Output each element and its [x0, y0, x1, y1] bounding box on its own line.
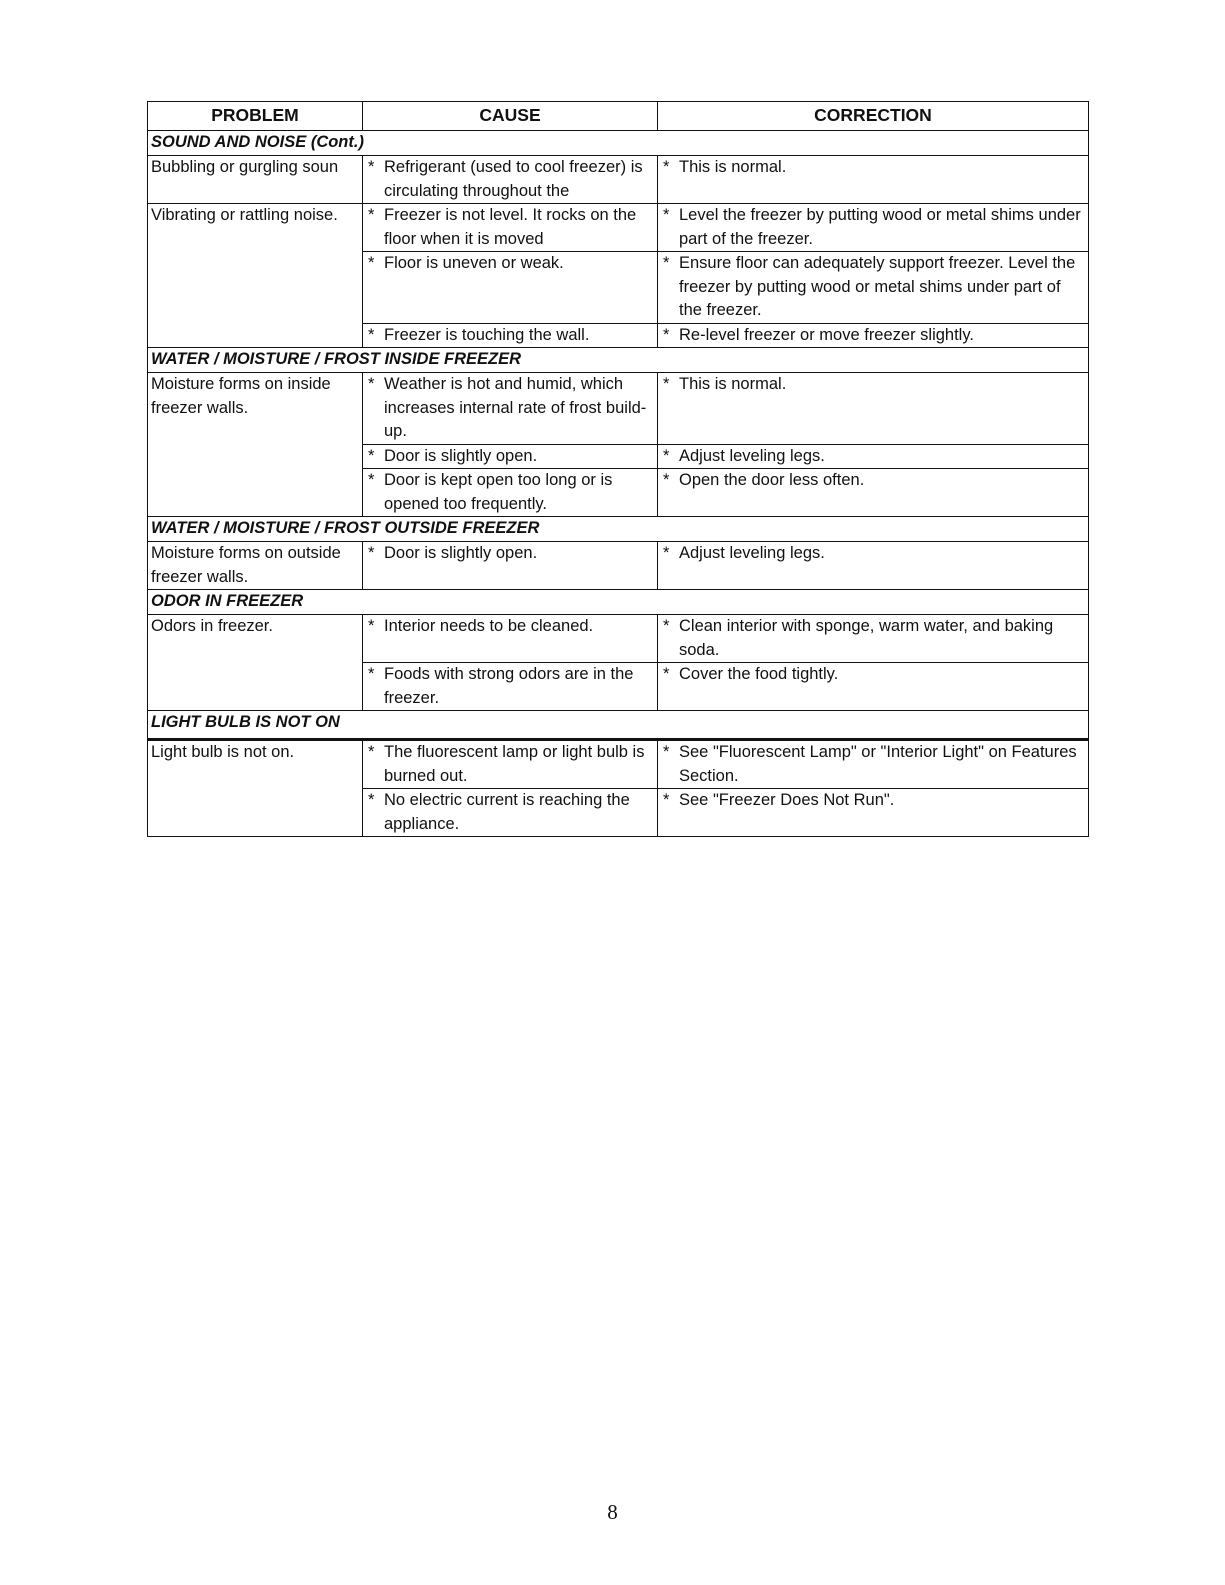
cause-text: The fluorescent lamp or light bulb is burned out. [384, 743, 645, 785]
cause-text: Weather is hot and humid, which increases internal rate of frost build-up. [384, 375, 647, 440]
table-row [148, 542, 1089, 590]
problem-header: PROBLEM [148, 102, 363, 131]
correction-cell [658, 663, 1089, 711]
section-row [148, 517, 1089, 542]
cause-cell [363, 156, 658, 204]
correction-text: See "Fluorescent Lamp" or "Interior Light" on Features Section. [679, 743, 1077, 785]
bullet: * [368, 375, 375, 393]
header-row [148, 102, 1089, 131]
bullet: * [368, 617, 375, 635]
bullet: * [663, 743, 670, 761]
bullet: * [663, 791, 670, 809]
section-title-outside: WATER / MOISTURE / FROST OUTSIDE FREEZER [148, 517, 1089, 542]
correction-text: Adjust leveling legs. [679, 544, 825, 562]
table-row [148, 156, 1089, 204]
bullet: * [663, 471, 670, 489]
correction-cell [658, 156, 1089, 204]
cause-cell [363, 204, 658, 252]
bullet: * [368, 446, 375, 465]
correction-text: Ensure floor can adequately support freezer. Level the freezer by putting wood or metal shims under part of the freezer. [679, 254, 1076, 319]
correction-text: This is normal. [679, 158, 787, 176]
section-row [148, 711, 1089, 740]
troubleshooting-table [147, 101, 1089, 837]
correction-text: Level the freezer by putting wood or metal shims under part of the freezer. [679, 206, 1081, 248]
correction-text: See "Freezer Does Not Run". [679, 791, 895, 809]
bullet: * [368, 791, 375, 809]
cause-text: Interior needs to be cleaned. [384, 617, 594, 635]
section-title-odor: ODOR IN FREEZER [148, 590, 1089, 615]
cause-cell [363, 740, 658, 789]
section-title-light: LIGHT BULB IS NOT ON [148, 711, 1089, 740]
section-row [148, 590, 1089, 615]
problem-cell [148, 615, 363, 711]
cause-cell [363, 615, 658, 663]
cause-text: Freezer is touching the wall. [384, 325, 590, 344]
bullet: * [663, 158, 670, 176]
page-number: 8 [607, 1500, 618, 1524]
section-row [148, 348, 1089, 373]
bullet: * [368, 743, 375, 761]
cause-text: Door is kept open too long or is opened too frequently. [384, 471, 613, 513]
bullet: * [368, 471, 375, 489]
bullet: * [663, 206, 670, 224]
correction-text: Adjust leveling legs. [679, 446, 825, 465]
cause-cell [363, 252, 658, 324]
problem-text: Moisture forms on inside freezer walls. [151, 375, 331, 417]
section-title-inside: WATER / MOISTURE / FROST INSIDE FREEZER [148, 348, 1089, 373]
table-row [148, 740, 1089, 789]
cause-text: No electric current is reaching the appliance. [384, 791, 630, 833]
correction-cell [658, 789, 1089, 837]
correction-cell [658, 444, 1089, 469]
bullet: * [368, 544, 375, 562]
table-row [148, 373, 1089, 445]
problem-cell [148, 373, 363, 517]
section-title-sound: SOUND AND NOISE (Cont.) [148, 131, 1089, 156]
cause-text: Door is slightly open. [384, 446, 538, 465]
cause-cell [363, 323, 658, 348]
cause-cell [363, 373, 658, 445]
problem-cell [148, 204, 363, 348]
correction-text: Clean interior with sponge, warm water, and baking soda. [679, 617, 1054, 659]
correction-text: Re-level freezer or move freezer slightly. [679, 325, 974, 344]
problem-text: Vibrating or rattling noise. [151, 206, 338, 224]
bullet: * [663, 617, 670, 635]
bullet: * [663, 665, 670, 683]
problem-text: Light bulb is not on. [151, 743, 295, 761]
correction-cell [658, 373, 1089, 445]
correction-text: Cover the food tightly. [679, 665, 839, 683]
bullet: * [663, 375, 670, 393]
correction-cell [658, 469, 1089, 517]
bullet: * [368, 158, 375, 176]
bullet: * [368, 254, 375, 272]
bullet: * [663, 325, 670, 344]
bullet: * [663, 544, 670, 562]
table-row [148, 615, 1089, 663]
cause-text: Freezer is not level. It rocks on the floor when it is moved [384, 206, 637, 248]
cause-cell [363, 542, 658, 590]
bullet: * [663, 254, 670, 272]
problem-cell [148, 542, 363, 590]
cause-cell [363, 789, 658, 837]
correction-cell [658, 615, 1089, 663]
problem-text: Odors in freezer. [151, 617, 273, 635]
correction-cell [658, 252, 1089, 324]
correction-cell [658, 323, 1089, 348]
cause-text: Refrigerant (used to cool freezer) is circulating throughout the [384, 158, 643, 200]
correction-text: Open the door less often. [679, 471, 865, 489]
cause-text: Foods with strong odors are in the freezer. [384, 665, 634, 707]
bullet: * [368, 325, 375, 344]
problem-text: Moisture forms on outside freezer walls. [151, 544, 341, 586]
bullet: * [368, 206, 375, 224]
cause-cell [363, 469, 658, 517]
cause-text: Door is slightly open. [384, 544, 538, 562]
correction-header: CORRECTION [658, 102, 1089, 131]
correction-cell [658, 204, 1089, 252]
correction-cell [658, 740, 1089, 789]
cause-text: Floor is uneven or weak. [384, 254, 564, 272]
cause-cell [363, 663, 658, 711]
correction-cell [658, 542, 1089, 590]
problem-cell [148, 156, 363, 204]
cause-cell [363, 444, 658, 469]
table-row [148, 204, 1089, 252]
problem-cell [148, 740, 363, 837]
section-row [148, 131, 1089, 156]
cause-header: CAUSE [363, 102, 658, 131]
problem-text: Bubbling or gurgling soun [151, 158, 339, 176]
correction-text: This is normal. [679, 375, 787, 393]
bullet: * [663, 446, 670, 465]
bullet: * [368, 665, 375, 683]
